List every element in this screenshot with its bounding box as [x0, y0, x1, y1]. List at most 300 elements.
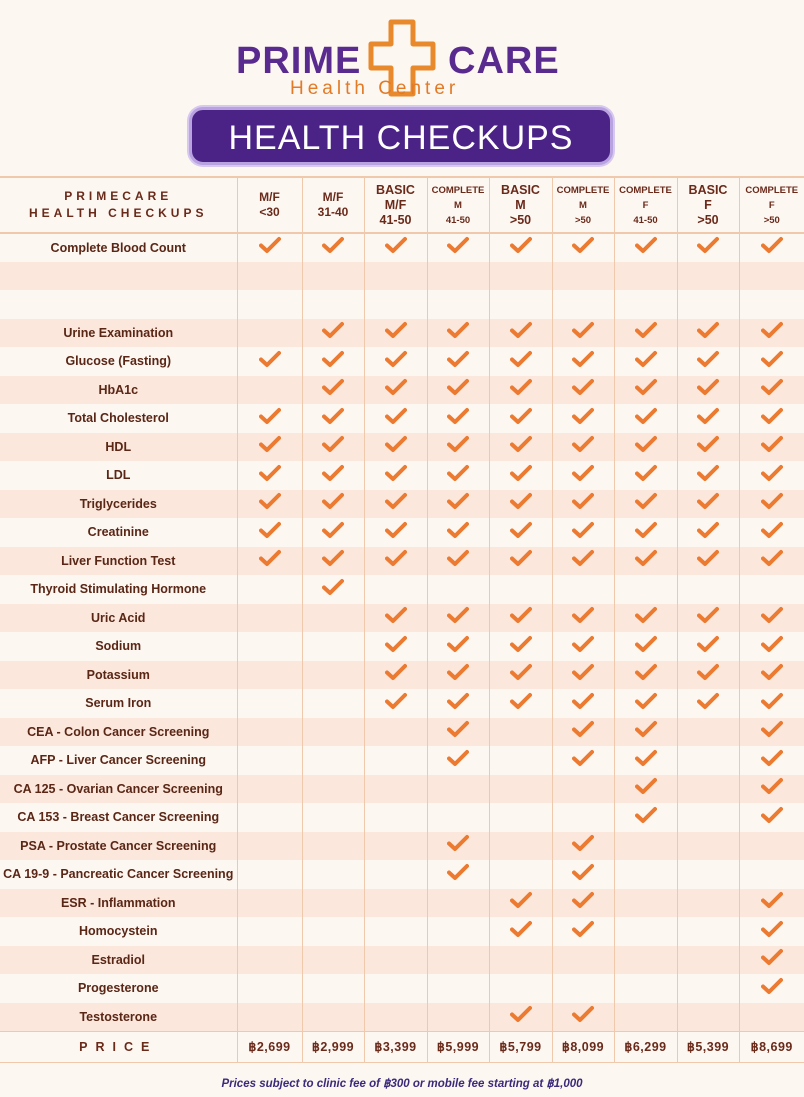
check-cell — [427, 376, 489, 405]
checkmark-icon — [697, 435, 719, 453]
check-cell — [489, 832, 552, 861]
check-cell — [364, 575, 427, 604]
check-cell — [552, 718, 614, 747]
check-cell — [237, 547, 302, 576]
checkmark-icon — [697, 378, 719, 396]
check-cell — [739, 775, 804, 804]
test-name: Estradiol — [0, 946, 237, 975]
check-cell — [552, 404, 614, 433]
price-value: ฿8,699 — [739, 1031, 804, 1062]
check-cell — [552, 575, 614, 604]
checkmark-icon — [572, 435, 594, 453]
check-cell — [614, 632, 677, 661]
check-cell — [614, 433, 677, 462]
check-cell — [489, 889, 552, 918]
check-cell — [614, 889, 677, 918]
table-row — [0, 974, 804, 1003]
check-cell — [677, 974, 739, 1003]
test-name: Potassium — [0, 661, 237, 690]
test-name: Sodium — [0, 632, 237, 661]
check-cell — [364, 347, 427, 376]
checkmark-icon — [385, 663, 407, 681]
checkmark-icon — [761, 749, 783, 767]
check-cell — [489, 433, 552, 462]
check-cell — [302, 376, 364, 405]
checkmark-icon — [447, 863, 469, 881]
check-cell — [677, 319, 739, 348]
table-row — [0, 746, 804, 775]
check-cell — [302, 262, 364, 291]
check-cell — [489, 632, 552, 661]
checkmark-icon — [259, 549, 281, 567]
check-cell — [739, 547, 804, 576]
test-name: Urine Examination — [0, 319, 237, 348]
check-cell — [739, 632, 804, 661]
checkmark-icon — [572, 749, 594, 767]
check-cell — [677, 461, 739, 490]
test-name: Total Cholesterol — [0, 404, 237, 433]
check-cell — [489, 718, 552, 747]
checkmark-icon — [572, 464, 594, 482]
check-cell — [739, 319, 804, 348]
check-cell — [489, 689, 552, 718]
check-cell — [302, 347, 364, 376]
checkmark-icon — [447, 635, 469, 653]
check-cell — [552, 347, 614, 376]
check-cell — [237, 1003, 302, 1032]
check-cell — [489, 290, 552, 319]
column-header: M/F 31-40 — [302, 177, 364, 233]
check-cell — [552, 433, 614, 462]
check-cell — [614, 661, 677, 690]
check-cell — [237, 490, 302, 519]
test-name: Serum Iron — [0, 689, 237, 718]
check-cell — [427, 1003, 489, 1032]
check-cell — [237, 575, 302, 604]
check-cell — [614, 946, 677, 975]
checkmark-icon — [761, 378, 783, 396]
check-cell — [489, 233, 552, 262]
checkmark-icon — [697, 521, 719, 539]
column-header: BASIC F >50 — [677, 177, 739, 233]
check-cell — [614, 689, 677, 718]
check-cell — [237, 889, 302, 918]
check-cell — [739, 518, 804, 547]
check-cell — [552, 233, 614, 262]
check-cell — [677, 376, 739, 405]
test-name: Thyroid Stimulating Hormone — [0, 575, 237, 604]
checkmark-icon — [572, 350, 594, 368]
check-cell — [364, 661, 427, 690]
checkmark-icon — [385, 350, 407, 368]
checkmark-icon — [635, 635, 657, 653]
check-cell — [489, 490, 552, 519]
column-header: BASIC M/F 41-50 — [364, 177, 427, 233]
check-cell — [427, 233, 489, 262]
checkmark-icon — [322, 521, 344, 539]
check-cell — [427, 290, 489, 319]
check-cell — [614, 832, 677, 861]
check-cell — [364, 689, 427, 718]
check-cell — [677, 433, 739, 462]
check-cell — [237, 946, 302, 975]
check-cell — [237, 290, 302, 319]
check-cell — [677, 946, 739, 975]
check-cell — [427, 917, 489, 946]
checkmark-icon — [572, 920, 594, 938]
check-cell — [739, 575, 804, 604]
check-cell — [427, 689, 489, 718]
checkmark-icon — [447, 834, 469, 852]
check-cell — [427, 575, 489, 604]
check-cell — [739, 347, 804, 376]
check-cell — [614, 376, 677, 405]
price-value: ฿5,999 — [427, 1031, 489, 1062]
checkmark-icon — [510, 1005, 532, 1023]
checkmark-icon — [447, 663, 469, 681]
check-cell — [552, 604, 614, 633]
checkmark-icon — [447, 321, 469, 339]
check-cell — [237, 262, 302, 291]
check-cell — [364, 803, 427, 832]
column-header: COMPLETE F >50 — [739, 177, 804, 233]
check-cell — [427, 347, 489, 376]
check-cell — [302, 974, 364, 1003]
checkmark-icon — [510, 321, 532, 339]
check-cell — [739, 604, 804, 633]
check-cell — [614, 461, 677, 490]
check-cell — [739, 718, 804, 747]
check-cell — [364, 832, 427, 861]
check-cell — [427, 746, 489, 775]
checkmark-icon — [385, 407, 407, 425]
check-cell — [302, 1003, 364, 1032]
check-cell — [237, 689, 302, 718]
checkmark-icon — [635, 720, 657, 738]
check-cell — [302, 461, 364, 490]
check-cell — [427, 946, 489, 975]
checkmark-icon — [510, 606, 532, 624]
check-cell — [552, 632, 614, 661]
checkmark-icon — [510, 549, 532, 567]
table-row — [0, 575, 804, 604]
check-cell — [427, 632, 489, 661]
checkmark-icon — [510, 350, 532, 368]
check-cell — [427, 461, 489, 490]
checkmark-icon — [510, 464, 532, 482]
check-cell — [302, 917, 364, 946]
checkmark-icon — [259, 407, 281, 425]
test-name: Liver Function Test — [0, 547, 237, 576]
checkmark-icon — [635, 806, 657, 824]
check-cell — [302, 433, 364, 462]
check-cell — [739, 262, 804, 291]
check-cell — [552, 689, 614, 718]
checkmark-icon — [697, 321, 719, 339]
check-cell — [427, 718, 489, 747]
checkmark-icon — [447, 606, 469, 624]
check-cell — [552, 661, 614, 690]
checkmark-icon — [697, 350, 719, 368]
check-cell — [489, 347, 552, 376]
checkmark-icon — [322, 236, 344, 254]
check-cell — [552, 946, 614, 975]
check-cell — [677, 803, 739, 832]
test-name: CEA - Colon Cancer Screening — [0, 718, 237, 747]
checkmark-icon — [697, 635, 719, 653]
check-cell — [739, 433, 804, 462]
check-cell — [427, 490, 489, 519]
table-header-title: PRIMECARE HEALTH CHECKUPS — [0, 177, 237, 233]
check-cell — [677, 718, 739, 747]
table-row — [0, 290, 804, 319]
column-header: M/F <30 — [237, 177, 302, 233]
checkmark-icon — [510, 692, 532, 710]
column-header: COMPLETE M >50 — [552, 177, 614, 233]
table-row — [0, 233, 804, 262]
check-cell — [739, 404, 804, 433]
check-cell — [302, 946, 364, 975]
checkmark-icon — [635, 492, 657, 510]
check-cell — [364, 547, 427, 576]
check-cell — [552, 518, 614, 547]
check-cell — [364, 518, 427, 547]
check-cell — [364, 319, 427, 348]
checkmark-icon — [761, 435, 783, 453]
check-cell — [489, 917, 552, 946]
checkmark-icon — [447, 236, 469, 254]
check-cell — [677, 347, 739, 376]
table-row — [0, 917, 804, 946]
test-name: PSA - Prostate Cancer Screening — [0, 832, 237, 861]
price-value: ฿8,099 — [552, 1031, 614, 1062]
table-row — [0, 632, 804, 661]
check-cell — [237, 433, 302, 462]
check-cell — [614, 917, 677, 946]
check-cell — [364, 290, 427, 319]
checkmark-icon — [572, 1005, 594, 1023]
check-cell — [237, 376, 302, 405]
check-cell — [677, 290, 739, 319]
checkmark-icon — [761, 635, 783, 653]
checkmark-icon — [447, 521, 469, 539]
checkmark-icon — [697, 606, 719, 624]
check-cell — [489, 946, 552, 975]
checkmark-icon — [572, 720, 594, 738]
test-name: Complete Blood Count — [0, 233, 237, 262]
check-cell — [237, 775, 302, 804]
check-cell — [489, 376, 552, 405]
check-cell — [364, 376, 427, 405]
check-cell — [427, 775, 489, 804]
checkmark-icon — [572, 407, 594, 425]
checkmark-icon — [635, 435, 657, 453]
test-name: Uric Acid — [0, 604, 237, 633]
check-cell — [739, 974, 804, 1003]
check-cell — [489, 661, 552, 690]
price-value: ฿6,299 — [614, 1031, 677, 1062]
checkmark-icon — [572, 236, 594, 254]
check-cell — [614, 974, 677, 1003]
checkmark-icon — [761, 492, 783, 510]
checkmark-icon — [761, 977, 783, 995]
checkmark-icon — [385, 521, 407, 539]
check-cell — [237, 661, 302, 690]
checkmark-icon — [385, 492, 407, 510]
check-cell — [677, 233, 739, 262]
check-cell — [552, 1003, 614, 1032]
check-cell — [614, 604, 677, 633]
check-cell — [614, 319, 677, 348]
check-cell — [302, 661, 364, 690]
checkmark-icon — [761, 321, 783, 339]
check-cell — [739, 1003, 804, 1032]
checkmark-icon — [385, 435, 407, 453]
check-cell — [552, 490, 614, 519]
checkup-table — [0, 176, 804, 1063]
logo-word-care: CARE — [448, 40, 560, 82]
check-cell — [302, 860, 364, 889]
checkmark-icon — [572, 521, 594, 539]
logo-subtitle: Health Center — [290, 78, 460, 99]
price-value: ฿5,399 — [677, 1031, 739, 1062]
check-cell — [677, 262, 739, 291]
checkmark-icon — [761, 549, 783, 567]
check-cell — [302, 632, 364, 661]
checkmark-icon — [259, 464, 281, 482]
check-cell — [489, 262, 552, 291]
check-cell — [489, 547, 552, 576]
check-cell — [237, 746, 302, 775]
test-name: Glucose (Fasting) — [0, 347, 237, 376]
check-cell — [614, 1003, 677, 1032]
check-cell — [489, 775, 552, 804]
price-value: ฿2,699 — [237, 1031, 302, 1062]
check-cell — [552, 262, 614, 291]
check-cell — [739, 233, 804, 262]
check-cell — [489, 974, 552, 1003]
test-name: Testosterone — [0, 1003, 237, 1032]
checkmark-icon — [635, 464, 657, 482]
check-cell — [614, 262, 677, 291]
check-cell — [489, 604, 552, 633]
check-cell — [302, 404, 364, 433]
table-row — [0, 262, 804, 291]
check-cell — [677, 575, 739, 604]
check-cell — [614, 290, 677, 319]
test-name: HDL — [0, 433, 237, 462]
checkmark-icon — [322, 578, 344, 596]
check-cell — [364, 1003, 427, 1032]
checkmark-icon — [697, 464, 719, 482]
checkmark-icon — [322, 321, 344, 339]
check-cell — [237, 461, 302, 490]
check-cell — [427, 661, 489, 690]
checkmark-icon — [572, 378, 594, 396]
check-cell — [427, 518, 489, 547]
checkmark-icon — [761, 720, 783, 738]
check-cell — [364, 632, 427, 661]
checkmark-icon — [761, 663, 783, 681]
check-cell — [489, 803, 552, 832]
checkmark-icon — [761, 464, 783, 482]
checkmark-icon — [635, 350, 657, 368]
checkmark-icon — [510, 635, 532, 653]
checkmark-icon — [635, 407, 657, 425]
check-cell — [427, 262, 489, 291]
checkmark-icon — [510, 891, 532, 909]
check-cell — [677, 889, 739, 918]
checkmark-icon — [761, 891, 783, 909]
checkmark-icon — [510, 407, 532, 425]
check-cell — [489, 461, 552, 490]
check-cell — [364, 974, 427, 1003]
check-cell — [427, 832, 489, 861]
checkmark-icon — [447, 464, 469, 482]
checkmark-icon — [697, 236, 719, 254]
check-cell — [364, 946, 427, 975]
check-cell — [302, 718, 364, 747]
check-cell — [364, 775, 427, 804]
checkmark-icon — [572, 635, 594, 653]
check-cell — [489, 518, 552, 547]
checkmark-icon — [385, 378, 407, 396]
check-cell — [364, 718, 427, 747]
checkmark-icon — [385, 236, 407, 254]
check-cell — [552, 547, 614, 576]
test-name — [0, 290, 237, 319]
check-cell — [427, 404, 489, 433]
check-cell — [237, 860, 302, 889]
checkmark-icon — [572, 663, 594, 681]
check-cell — [739, 860, 804, 889]
table-row — [0, 490, 804, 519]
checkmark-icon — [697, 407, 719, 425]
checkmark-icon — [322, 549, 344, 567]
checkmark-icon — [761, 350, 783, 368]
table-body — [0, 233, 804, 1031]
check-cell — [364, 746, 427, 775]
table-row — [0, 518, 804, 547]
check-cell — [739, 490, 804, 519]
checkmark-icon — [635, 749, 657, 767]
checkmark-icon — [572, 321, 594, 339]
checkmark-icon — [385, 692, 407, 710]
checkmark-icon — [635, 321, 657, 339]
test-name: CA 125 - Ovarian Cancer Screening — [0, 775, 237, 804]
checkmark-icon — [761, 692, 783, 710]
check-cell — [552, 917, 614, 946]
checkmark-icon — [635, 549, 657, 567]
test-name: HbA1c — [0, 376, 237, 405]
table-row — [0, 889, 804, 918]
checkmark-icon — [385, 321, 407, 339]
check-cell — [302, 518, 364, 547]
checkmark-icon — [572, 891, 594, 909]
table-row — [0, 604, 804, 633]
checkmark-icon — [259, 350, 281, 368]
check-cell — [552, 376, 614, 405]
check-cell — [677, 547, 739, 576]
table-row — [0, 775, 804, 804]
checkmark-icon — [761, 606, 783, 624]
check-cell — [552, 461, 614, 490]
check-cell — [302, 575, 364, 604]
column-header: COMPLETE F 41-50 — [614, 177, 677, 233]
check-cell — [427, 547, 489, 576]
check-cell — [427, 803, 489, 832]
test-name: Progesterone — [0, 974, 237, 1003]
